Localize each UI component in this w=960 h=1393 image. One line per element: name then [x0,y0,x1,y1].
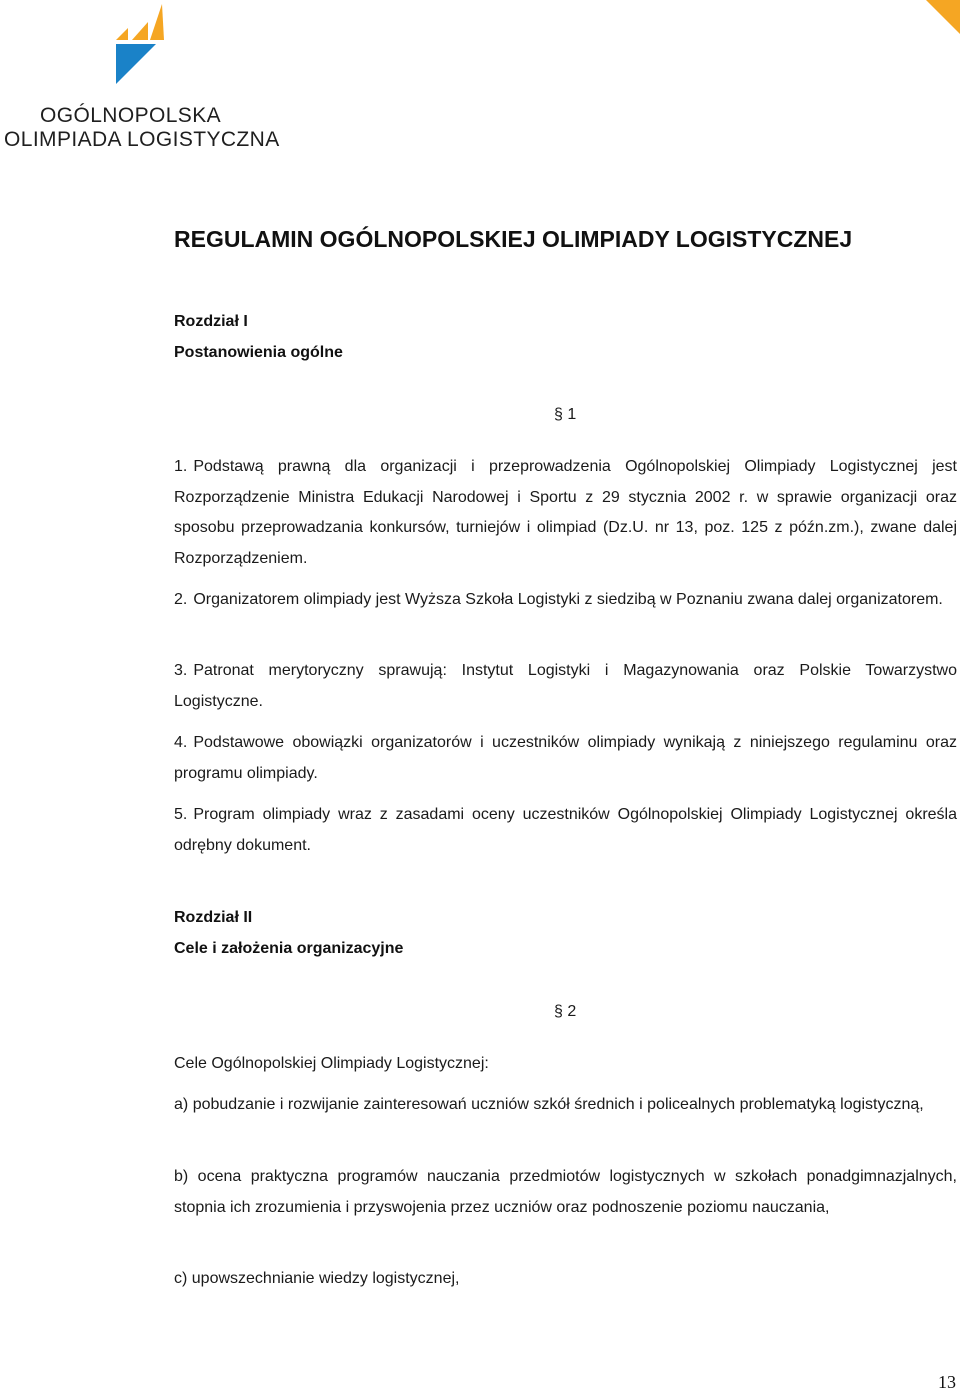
paragraph-text: Patronat merytoryczny sprawują: Instytut Logistyki i Magazynowania oraz Polskie Towarzystwo Logistyczne. [174,662,957,710]
document-title: REGULAMIN OGÓLNOPOLSKIEJ OLIMPIADY LOGISTYCZNEJ [174,226,853,252]
chapter-2-label: Rozdział II [174,909,253,926]
paragraph-text: Podstawowe obowiązki organizatorów i uczestników olimpiady wynikają z niniejszego regulaminu oraz programu olimpiady. [174,734,957,782]
goal-text: ocena praktyczna programów nauczania przedmiotów logistycznych w szkołach ponadgimnazjalnych, stopnia ich zrozumienia i przyswojenia przez uczniów oraz podnoszenie poziomu nauczania, [174,1168,957,1216]
paragraph-number: 2. [174,591,188,608]
goal-item-b [174,1162,957,1223]
goal-item-a [174,1090,957,1121]
goal-item-c [174,1264,957,1295]
logo-text-line1: OGÓLNOPOLSKA [40,104,222,127]
paragraph-5 [174,800,957,861]
chapter-1-label: Rozdział I [174,313,248,330]
corner-triangle-icon [926,0,960,34]
goal-text: pobudzanie i rozwijanie zainteresowań uczniów szkół średnich i policealnych problematyką logistyczną, [192,1096,924,1113]
paragraph-number: 1. [174,458,188,475]
paragraph-number: 4. [174,734,188,751]
logo [0,0,280,160]
chapter-1-name: Postanowienia ogólne [174,344,343,361]
goal-text: upowszechnianie wiedzy logistycznej, [191,1270,460,1287]
goal-letter: b) [174,1168,189,1185]
paragraph-text: Podstawą prawną dla organizacji i przeprowadzenia Ogólnopolskiej Olimpiady Logistycznej jest Rozporządzenie Ministra Edukacji Narodowej i Sportu z 29 stycznia 2002 r. w sprawie organizacji oraz sposobu przeprowadzania konkursów, turniejów i olimpiad (Dz.U. nr 13, poz. 125 z późn.zm.), zwane dalej Rozporządzeniem. [174,458,957,567]
goal-letter: a) [174,1096,189,1113]
page-number: 13 [938,1372,956,1392]
olympiad-logo-icon [112,2,168,86]
paragraph-2 [174,585,957,616]
paragraph-number: 5. [174,806,188,823]
goals-intro: Cele Ogólnopolskiej Olimpiady Logistycznej: [174,1055,489,1072]
paragraph-1 [174,452,957,574]
paragraph-text: Program olimpiady wraz z zasadami oceny uczestników Ogólnopolskiej Olimpiady Logistycznej określa odrębny dokument. [174,806,957,854]
goal-letter: c) [174,1270,188,1287]
paragraph-text: Organizatorem olimpiady jest Wyższa Szkoła Logistyki z siedzibą w Poznaniu zwana dalej organizatorem. [193,591,943,608]
chapter-2-name: Cele i założenia organizacyjne [174,940,404,957]
paragraph-number: 3. [174,662,188,679]
paragraph-3 [174,656,957,717]
paragraph-4 [174,728,957,789]
logo-text-line2: OLIMPIADA LOGISTYCZNA [4,128,280,151]
section-2-marker: § 2 [554,1003,577,1020]
section-1-marker: § 1 [554,406,577,423]
